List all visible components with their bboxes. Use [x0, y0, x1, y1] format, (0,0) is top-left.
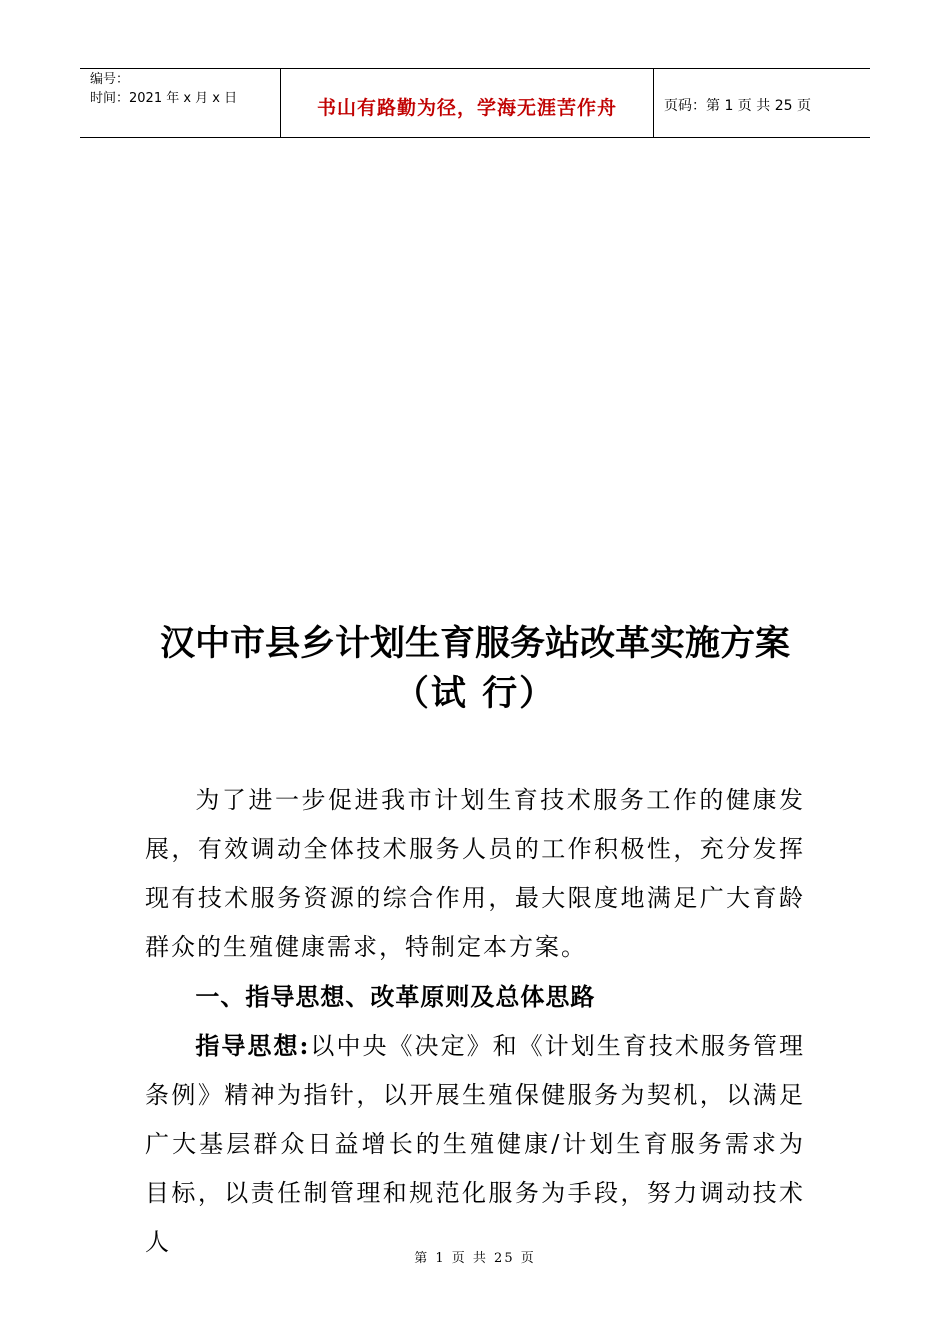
- header-motto-cell: [281, 69, 654, 137]
- page-footer: 第 1 页 共 25 页: [414, 1251, 536, 1266]
- document-subtitle: （试 行）: [393, 673, 557, 714]
- guiding-paragraph: [145, 1021, 805, 1267]
- section-heading: 一、指导思想、改革原则及总体思路: [195, 982, 596, 1011]
- number-label: 编号：: [90, 72, 130, 87]
- header-page-info: 页码：第 1 页 共 25 页: [664, 98, 811, 114]
- motto-text: 书山有路勤为径，学海无涯苦作舟: [316, 97, 617, 119]
- intro-paragraph: 为了进一步促进我市计划生育技术服务工作的健康发展，有效调动全体技术服务人员的工作积极性，充分发挥现有技术服务资源的综合作用，最大限度地满足广大育龄群众的生殖健康需求，特制定本方案。: [145, 786, 805, 961]
- header-page-cell: [654, 69, 870, 137]
- document-title: 汉中市县乡计划生育服务站改革实施方案: [159, 623, 790, 664]
- guiding-text: 以中央《决定》和《计划生育技术服务管理条例》精神为指针，以开展生殖保健服务为契机，以满足广大基层群众日益增长的生殖健康/计划生育服务需求为目标，以责任制管理和规范化服务为手段，努力调动技术人: [145, 1032, 806, 1256]
- date-label: 时间：2021 年 x 月 x 日: [90, 91, 238, 106]
- document-header: [80, 68, 870, 138]
- header-meta-cell: [80, 69, 281, 137]
- document-body: [145, 776, 805, 1267]
- guiding-lead: 指导思想:: [195, 1031, 311, 1060]
